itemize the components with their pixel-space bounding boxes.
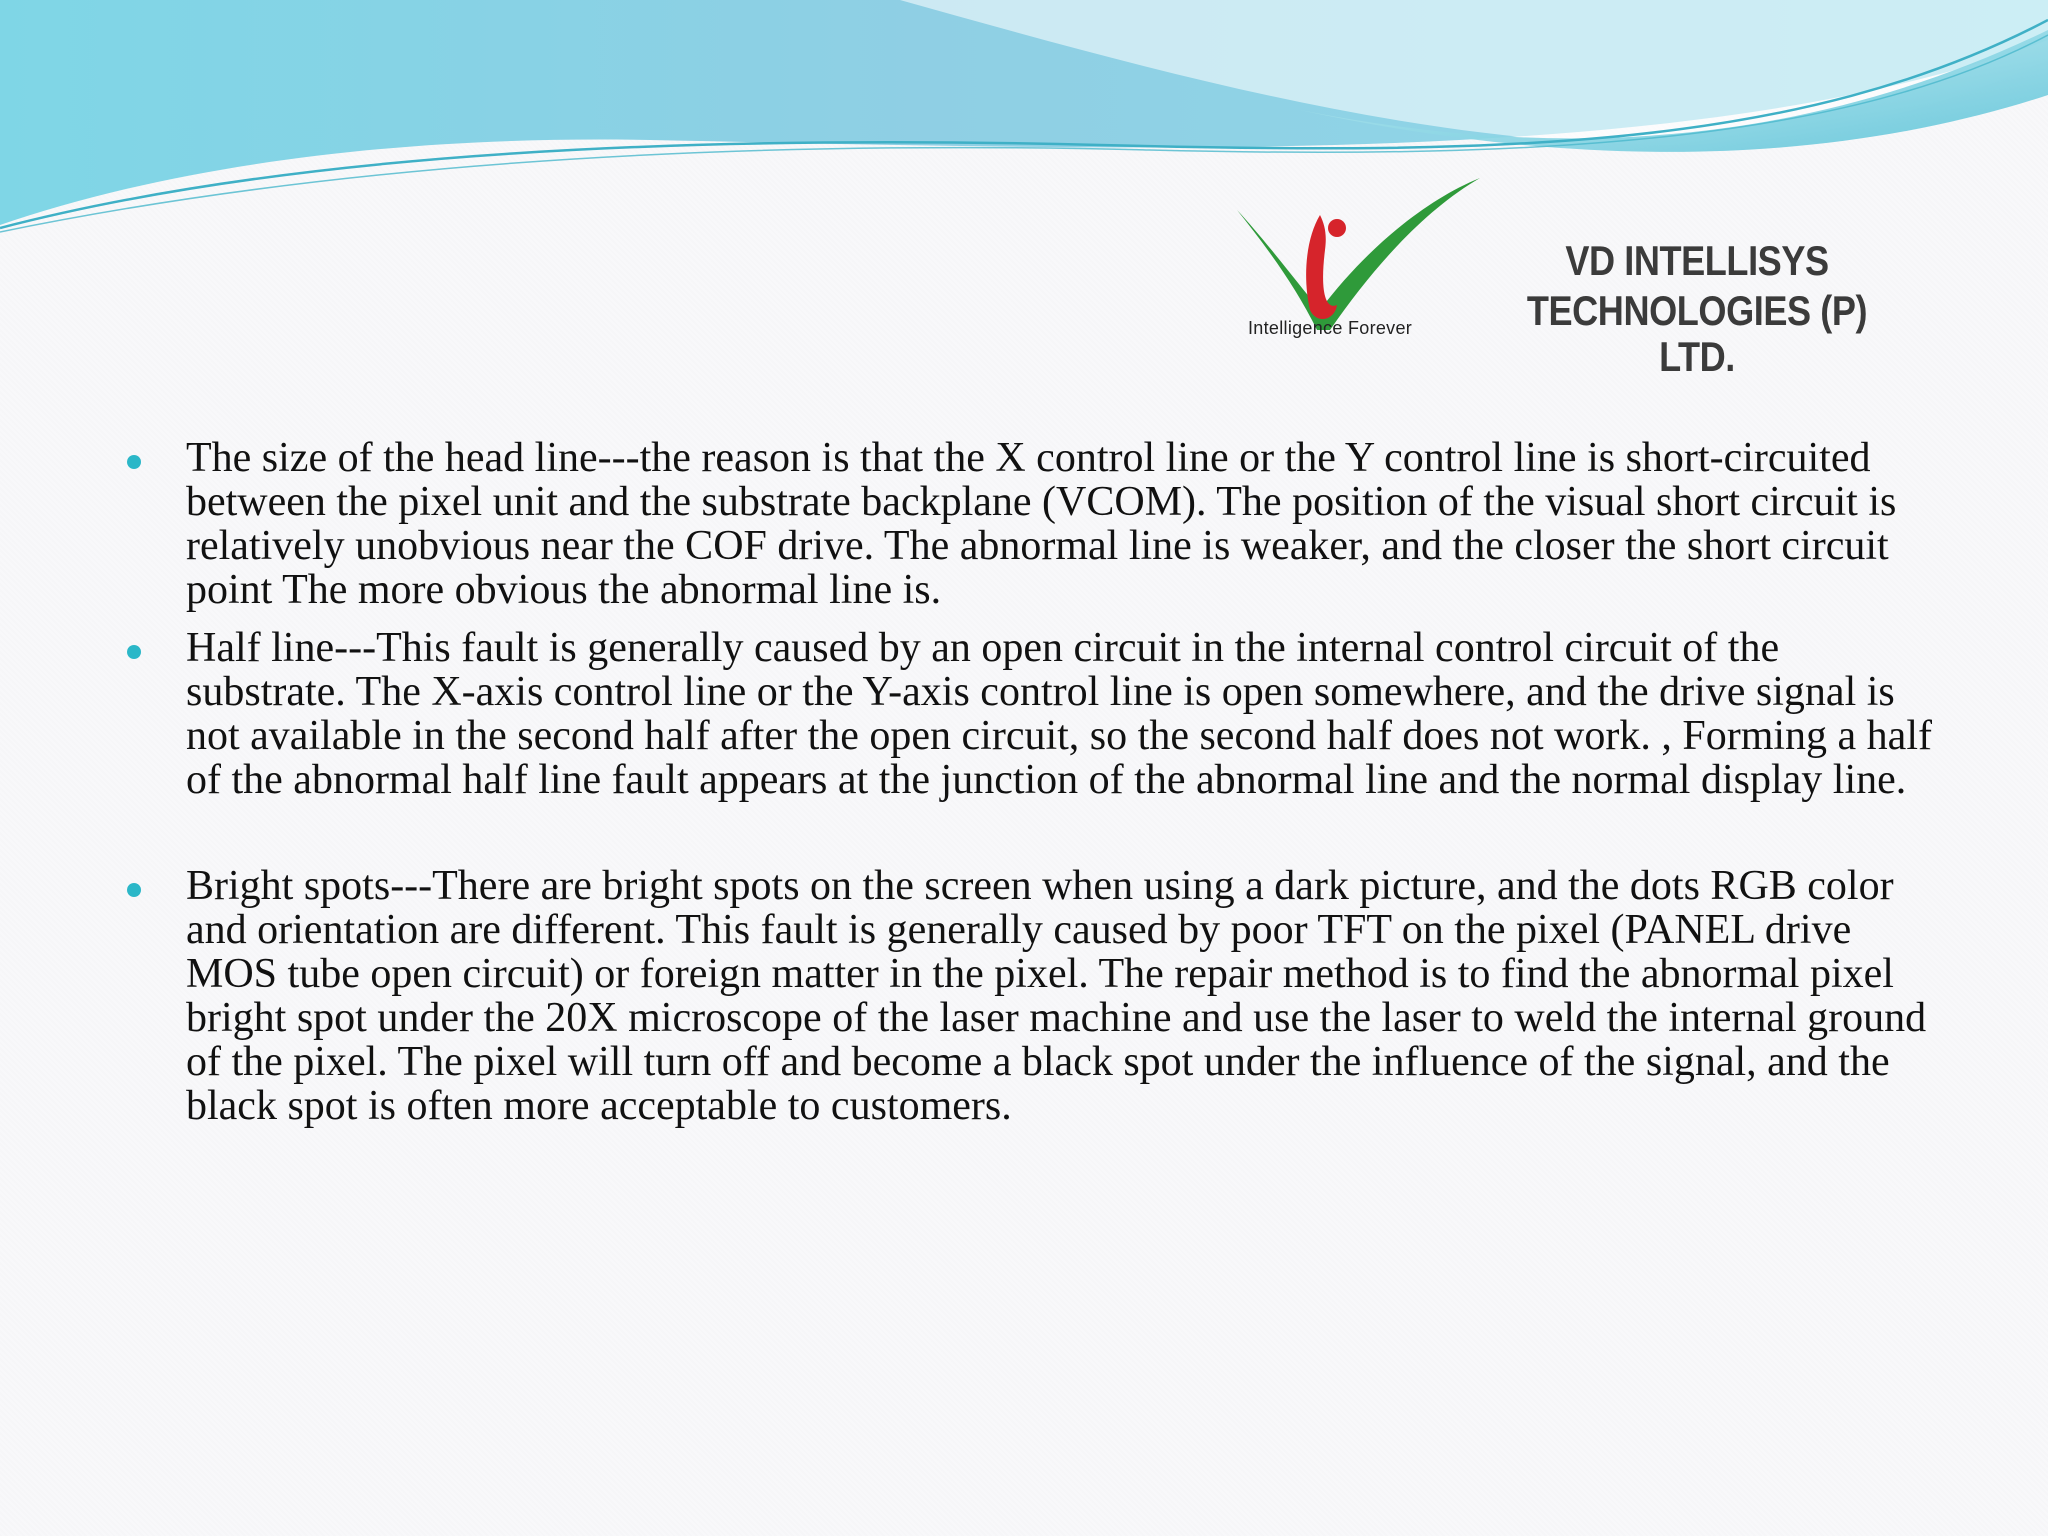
company-name-line1: VD INTELLISYS [1565, 237, 1829, 284]
bullet-item-half-line [120, 626, 1940, 802]
company-logo [1225, 170, 1885, 381]
company-name-line2: TECHNOLOGIES (P) LTD. [1526, 287, 1868, 381]
bullet-dot-icon [127, 645, 141, 659]
bullet-dot-icon [127, 455, 141, 469]
bullet-text: Bright spots---There are bright spots on the screen when using a dark picture, and the dots RGB color and orientation are different. This fault is generally caused by poor TFT on the pixel (PANEL drive MOS tube open circuit) or foreign matter in the pixel. The repair method is to find the abnormal pixel bright spot under the 20X microscope of the laser machine and use the laser to weld the internal ground of the pixel. The pixel will turn off and become a black spot under the influence of the signal, and the black spot is often more acceptable to customers. [186, 863, 1927, 1129]
bullet-item-bright-spots [120, 864, 1940, 1128]
bullet-list [120, 436, 1940, 1128]
logo-tagline: Intelligence Forever [1248, 318, 1413, 338]
bullet-dot-icon [127, 883, 141, 897]
bullet-text: Half line---This fault is generally caused by an open circuit in the internal control circuit of the substrate. The X-axis control line or the Y-axis control line is open somewhere, and the drive signal is not available in the second half after the open circuit, so the second half does not work. , Forming a half of the abnormal half line fault appears at the junction of the abnormal line and the normal display line. [186, 625, 1932, 803]
company-name [1487, 238, 1907, 381]
bullet-text: The size of the head line---the reason is that the X control line or the Y control line is short-circuited between the pixel unit and the substrate backplane (VCOM). The position of the visual short circuit is relatively unobvious near the COF drive. The abnormal line is weaker, and the closer the short circuit point The more obvious the abnormal line is. [186, 435, 1897, 613]
slide-content [120, 436, 1940, 1128]
bullet-item-head-line [120, 436, 1940, 612]
